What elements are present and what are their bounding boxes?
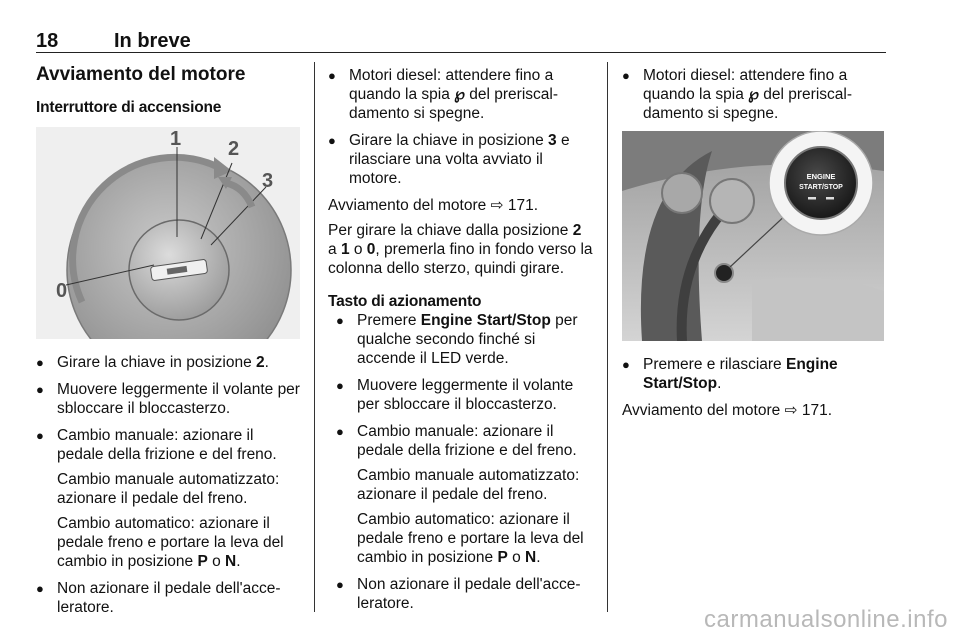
instruction-list — [36, 353, 304, 617]
start-stop-button-illustration — [622, 131, 884, 341]
subheading-ignition-switch: Interruttore di accensione — [36, 99, 222, 116]
list-item: ● Muovere leggermente il volante per sbloccare il bloccasterzo. — [36, 380, 304, 418]
glow-plug-icon: ℘ — [454, 86, 465, 103]
cross-reference: Avviamento del motore ⇨ 171. — [328, 197, 539, 214]
engine-start-stop-button — [785, 147, 857, 219]
cross-reference: Avviamento del motore ⇨ 171. — [622, 402, 833, 419]
watermark: carmanualsonline.info — [704, 606, 948, 633]
instruction-list — [622, 355, 886, 393]
paragraph: Per girare la chiave dalla posizione 2 a 1 o 0, premerla fino in fondo verso la colonna dello sterzo, quindi girare. — [328, 222, 593, 277]
position-label-2: 2 — [228, 138, 240, 160]
page-title: Avviamento del motore — [36, 64, 246, 85]
column-3 — [622, 66, 886, 426]
instruction-list — [328, 311, 594, 613]
list-item: ● Girare la chiave in posizione 2. — [36, 353, 304, 372]
list-item: ● Motori diesel: attendere fino a quando la spia ℘ del preriscal-damento si spegne. — [622, 66, 886, 123]
reference-arrow-icon: ⇨ — [490, 197, 504, 214]
position-label-1: 1 — [170, 128, 182, 150]
subheading-start-button: Tasto di azionamento — [328, 293, 482, 310]
column-1 — [36, 98, 304, 625]
column-2 — [328, 66, 594, 621]
list-item: ● Non azionare il pedale dell'acce-leratore. — [336, 575, 594, 613]
position-label-3: 3 — [262, 170, 274, 192]
glow-plug-icon: ℘ — [748, 86, 759, 103]
list-item: ● Girare la chiave in posizione 3 e rilasciare una volta avviato il motore. — [328, 131, 594, 188]
ignition-switch-illustration — [36, 127, 300, 339]
instruction-list — [622, 66, 886, 123]
list-item: ● Motori diesel: attendere fino a quando la spia ℘ del preriscal-damento si spegne. — [328, 66, 594, 123]
list-item: ● Non azionare il pedale dell'acce-leratore. — [36, 579, 304, 617]
position-label-0: 0 — [56, 280, 68, 302]
button-label-line2: START/STOP — [799, 184, 843, 191]
reference-arrow-icon: ⇨ — [784, 402, 798, 419]
list-item: ● Cambio manuale: azionare il pedale della frizione e del freno. Cambio manuale automatizzato: azionare il pedale del freno. Cambio automatico: azionare il pedale freno e portare la leva del cambio in posizione P o N. — [336, 422, 594, 567]
page-header — [36, 30, 886, 53]
list-item: ● Cambio manuale: azionare il pedale della frizione e del freno. Cambio manuale automatizzato: azionare il pedale del freno. Cambio automatico: azionare il pedale freno e portare la leva del cambio in posizione P o N. — [36, 426, 304, 571]
page-number: 18 — [36, 30, 59, 52]
column-divider — [314, 62, 315, 612]
button-label-line1: ENGINE — [806, 172, 836, 181]
list-item: ● Premere Engine Start/Stop per qualche secondo finché si accende il LED verde. — [336, 311, 594, 368]
instruction-list — [328, 66, 594, 188]
column-divider — [607, 62, 608, 612]
section-name: In breve — [114, 30, 191, 52]
list-item: ● Muovere leggermente il volante per sbloccare il bloccasterzo. — [336, 376, 594, 414]
list-item: ● Premere e rilasciare Engine Start/Stop. — [622, 355, 886, 393]
